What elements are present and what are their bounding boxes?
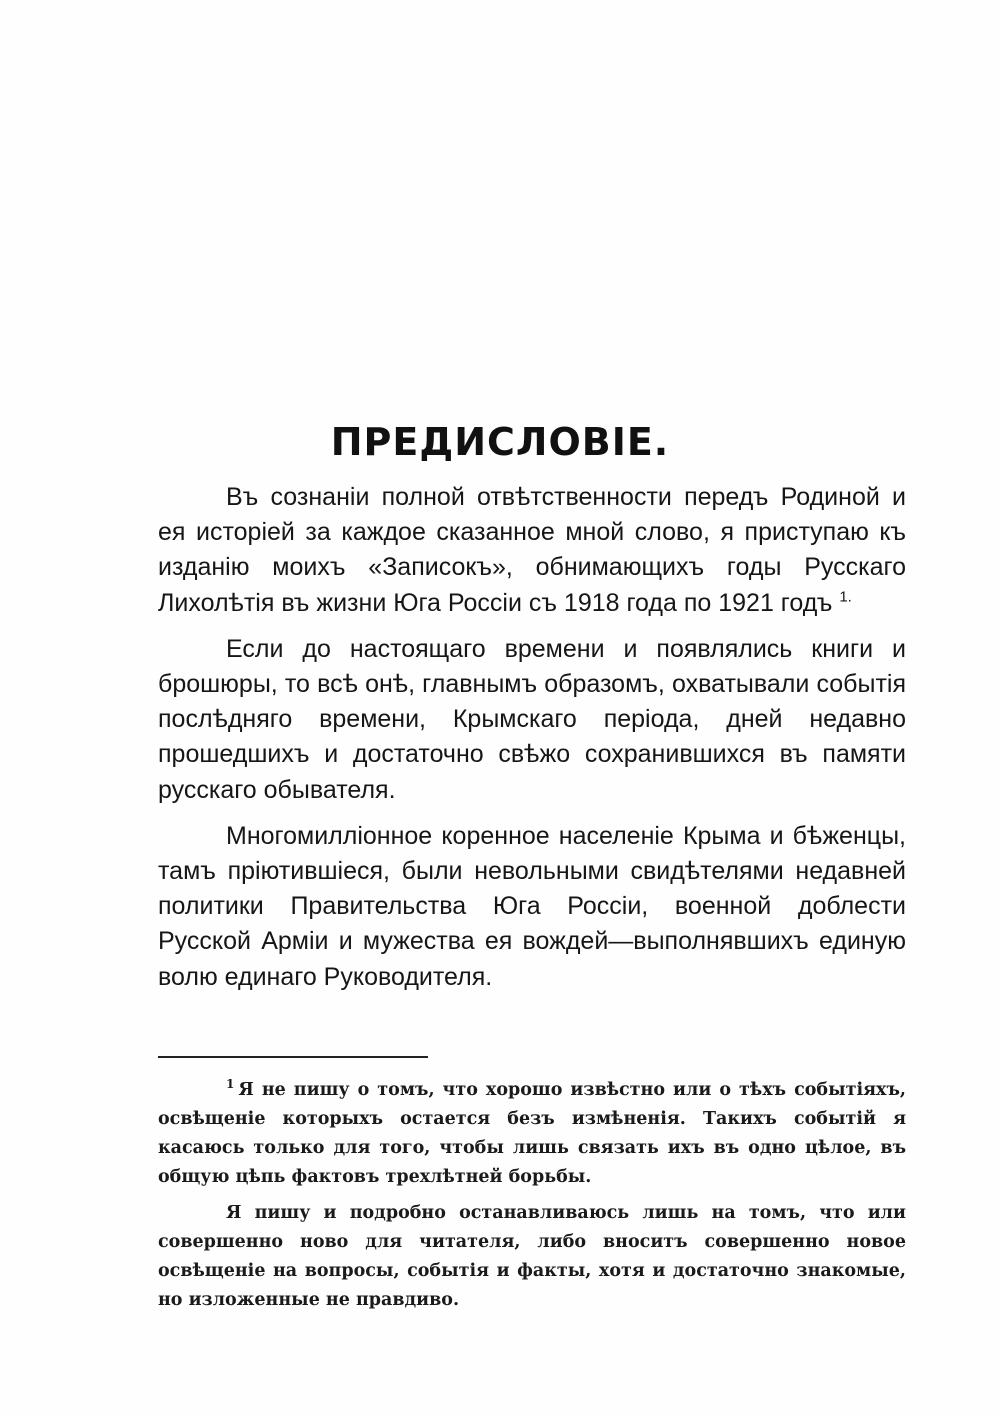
footnote-reference[interactable]: 1. [839,588,852,606]
paragraph-1-text: Въ сознаніи полной отвѣтственности передъ Родиной и ея исторіей за каждое сказанное мной слово, я приступаю къ изданію моихъ «Записокъ», обнимающихъ годы Русскаго Лихолѣтія въ жизни Юга Россіи съ 1918 года по 1921 годъ [158,483,906,617]
page-heading: ПРЕДИСЛОВІЕ. [330,420,670,464]
paragraph-3: Многомилліонное коренное населеніе Крыма и бѣженцы, тамъ пріютившіеся, были невольными свидѣтелями недавней политики Правительства Юга Россіи, военной доблести Русской Арміи и мужества ея вождей—выполнявшихъ единую волю единаго Руководителя. [158,821,906,991]
main-text [158,480,906,1006]
paragraph-1 [158,480,906,621]
footnote-1-continuation: Я пишу и подробно останавливаюсь лишь на томъ, что или совершенно ново для читателя, либо вноситъ совершенно новое освѣщеніе на вопросы, событія и факты, хотя и достаточно знакомые, но изложенные не правдиво. [158,1203,906,1310]
footnote-1-text: Я не пишу о томъ, что хорошо извѣстно или о тѣхъ событіяхъ, освѣщеніе которыхъ остается безъ измѣненія. Такихъ событій я касаюсь только для того, чтобы лишь связать ихъ въ одно цѣлое, въ общую цѣпь фактовъ трехлѣтней борьбы. [158,1080,906,1187]
footnote-1 [158,1076,906,1192]
footnote-mark: 1 [226,1077,235,1092]
paragraph-2: Если до настоящаго времени и появлялись книги и брошюры, то всѣ онѣ, главнымъ образомъ, охватывали событія послѣдняго времени, Крымскаго періода, дней недавно прошедшихъ и достаточно свѣжо сохранившихся въ памяти русскаго обывателя. [158,634,906,804]
footnote-divider [158,1056,428,1058]
footnotes [158,1076,906,1322]
